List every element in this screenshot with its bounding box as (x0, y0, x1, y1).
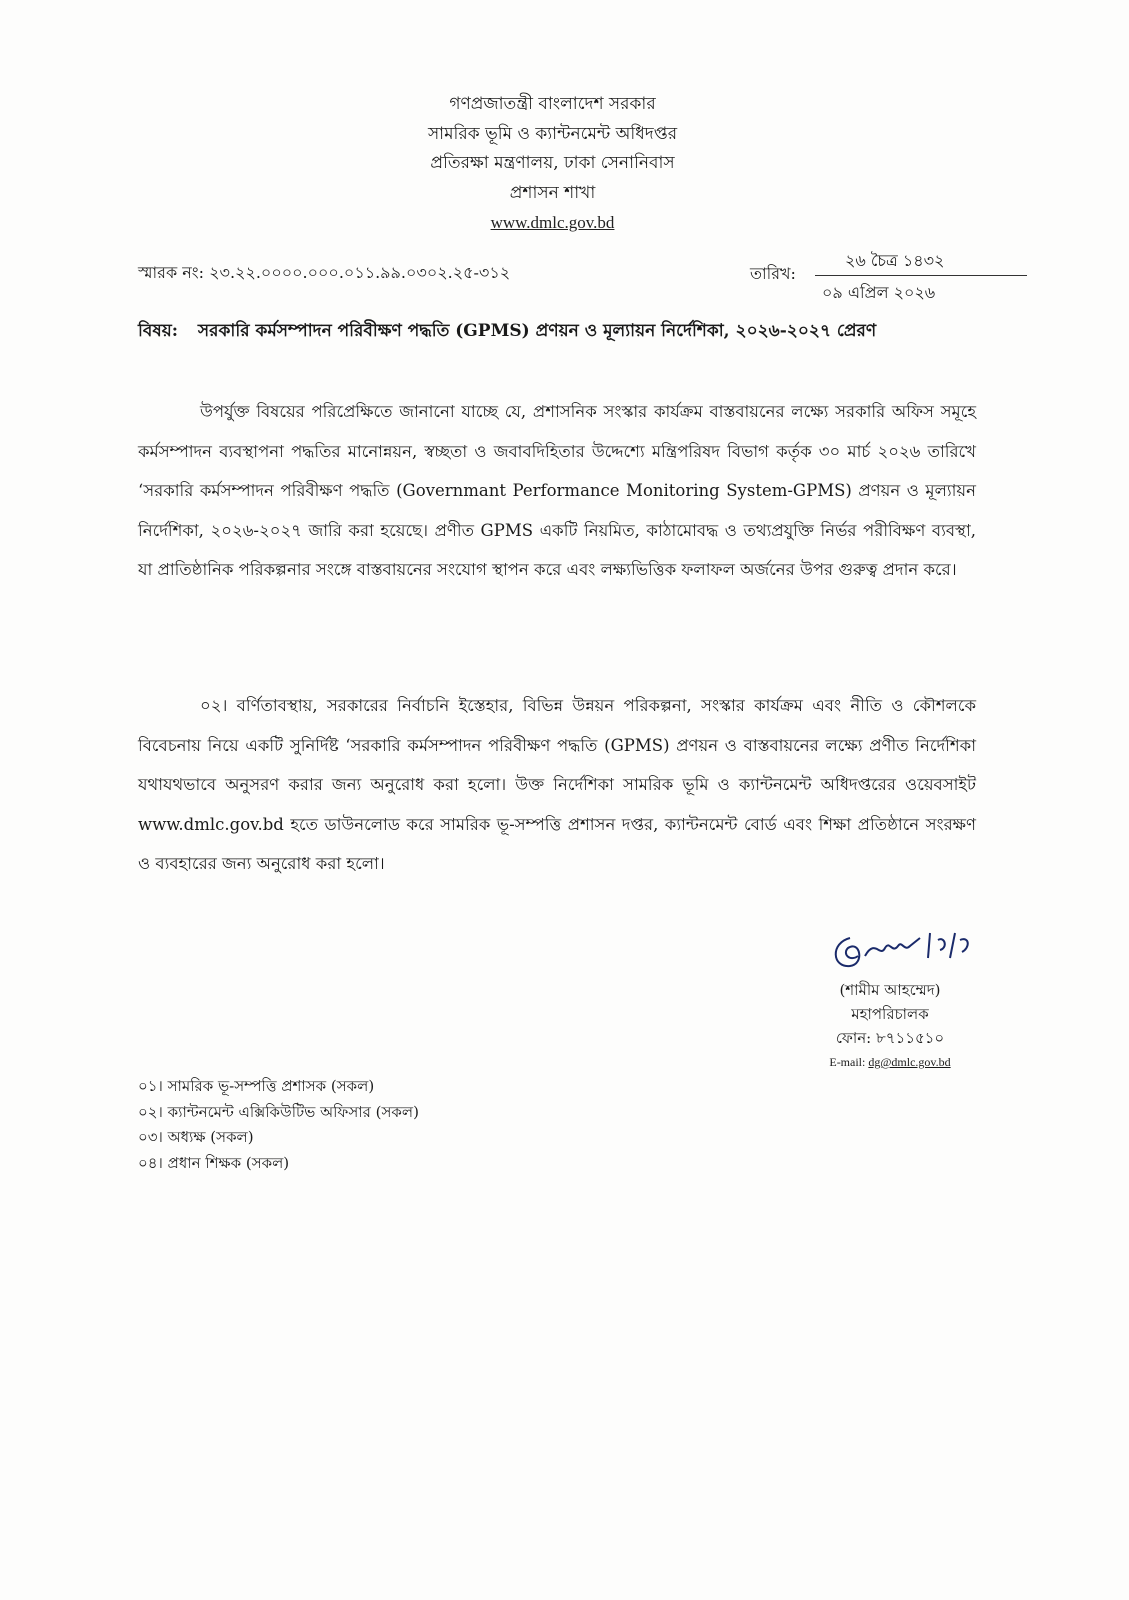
website-link[interactable]: www.dmlc.gov.bd (490, 213, 615, 232)
recipient-item: ০২। ক্যান্টনমেন্ট এক্সিকিউটিভ অফিসার (সকল) (138, 1102, 419, 1121)
recipient-item: ০১। সামরিক ভূ-সম্পত্তি প্রশাসক (সকল) (138, 1077, 375, 1095)
handwritten-signature (820, 918, 980, 978)
signatory-phone: ফোন: ৮৭১১৫১০ (835, 1029, 945, 1047)
subject-text: সরকারি কর্মসম্পাদন পরিবীক্ষণ পদ্ধতি (GPMS) প্রণয়ন ও মূল্যায়ন নির্দেশিকা, ২০২৬-২০২৭ প্রেরণ (197, 321, 877, 341)
date-bangla: ২৬ চৈত্র ১৪৩২ (845, 251, 945, 270)
recipient-item: ০৪। প্রধান শিক্ষক (সকল) (138, 1153, 290, 1172)
date-label: তারিখ: (750, 264, 796, 283)
date-divider (815, 275, 1027, 276)
letterhead (0, 90, 1105, 239)
signatory-designation: মহাপরিচালক (851, 1005, 929, 1023)
government-name: গণপ্রজাতন্ত্রী বাংলাদেশ সরকার (449, 94, 656, 114)
recipient-item: ০৩। অধ্যক্ষ (সকল) (138, 1128, 254, 1146)
branch-name: প্রশাসন শাখা (509, 182, 596, 203)
signatory-name: (শামীম আহম্মেদ) (839, 981, 941, 999)
email-link[interactable]: dg@dmlc.gov.bd (868, 1055, 951, 1069)
memo-number: স্মারক নং: ২৩.২২.০০০০.০০০.০১১.৯৯.০৩০২.২৫-৩১২ (138, 263, 511, 282)
recipient-list (138, 1074, 419, 1176)
email-label: E-mail: (829, 1055, 866, 1069)
subject-line (138, 318, 876, 346)
signatory-email (800, 1050, 980, 1074)
ministry-name: প্রতিরক্ষা মন্ত্রণালয়, ঢাকা সেনানিবাস (430, 153, 675, 173)
department-name: সামরিক ভূমি ও ক্যান্টনমেন্ট অধিদপ্তর (427, 123, 678, 144)
date-gregorian: ০৯ এপ্রিল ২০২৬ (822, 283, 936, 302)
body-paragraph-1: উপর্যুক্ত বিষয়ের পরিপ্রেক্ষিতে জানানো যাচ্ছে যে, প্রশাসনিক সংস্কার কার্যক্রম বাস্তবায়নের লক্ষ্যে সরকারি অফিস সমূহে কর্মসম্পাদন ব্যবস্থাপনা পদ্ধতির মানোন্নয়ন, স্বচ্ছতা ও জবাবদিহিতার উদ্দেশ্যে মন্ত্রিপরিষদ বিভাগ কর্তৃক ৩০ মার্চ ২০২৬ তারিখে ‘সরকারি কর্মসম্পাদন পরিবীক্ষণ পদ্ধতি (Governmant Performance Monitoring System-GPMS) প্রণয়ন ও মূল্যায়ন নির্দেশিকা, ২০২৬-২০২৭ জারি করা হয়েছে। প্রণীত GPMS একটি নিয়মিত, কাঠামোবদ্ধ ও তথ্যপ্রযুক্তি নির্ভর পরীবিক্ষণ ব্যবস্থা, যা প্রাতিষ্ঠানিক পরিকল্পনার সংঙ্গে বাস্তবায়নের সংযোগ স্থাপন করে এবং লক্ষ্যভিত্তিক ফলাফল অর্জনের উপর গুরুত্ব প্রদান করে। (138, 402, 976, 579)
body-paragraph-2: ০২। বর্ণিতাবস্থায়, সরকারের নির্বাচনি ইস্তেহার, বিভিন্ন উন্নয়ন পরিকল্পনা, সংস্কার কার্যক্রম এবং নীতি ও কৌশলকে বিবেচনায় নিয়ে একটি সুনির্দিষ্ট ‘সরকারি কর্মসম্পাদন পরিবীক্ষণ পদ্ধতি (GPMS) প্রণয়ন ও বাস্তবায়নের লক্ষ্যে প্রণীত নির্দেশিকা যথাযথভাবে অনুসরণ করার জন্য অনুরোধ করা হলো। উক্ত নির্দেশিকা সামরিক ভূমি ও ক্যান্টনমেন্ট অধিদপ্তরের ওয়েবসাইট www.dmlc.gov.bd হতে ডাউনলোড করে সামরিক ভূ-সম্পত্তি প্রশাসন দপ্তর, ক্যান্টনমেন্ট বোর্ড এবং শিক্ষা প্রতিষ্ঠানে সংরক্ষণ ও ব্যবহারের জন্য অনুরোধ করা হলো। (138, 696, 976, 873)
signature-block (800, 918, 980, 1074)
subject-label: বিষয়: (138, 321, 178, 341)
